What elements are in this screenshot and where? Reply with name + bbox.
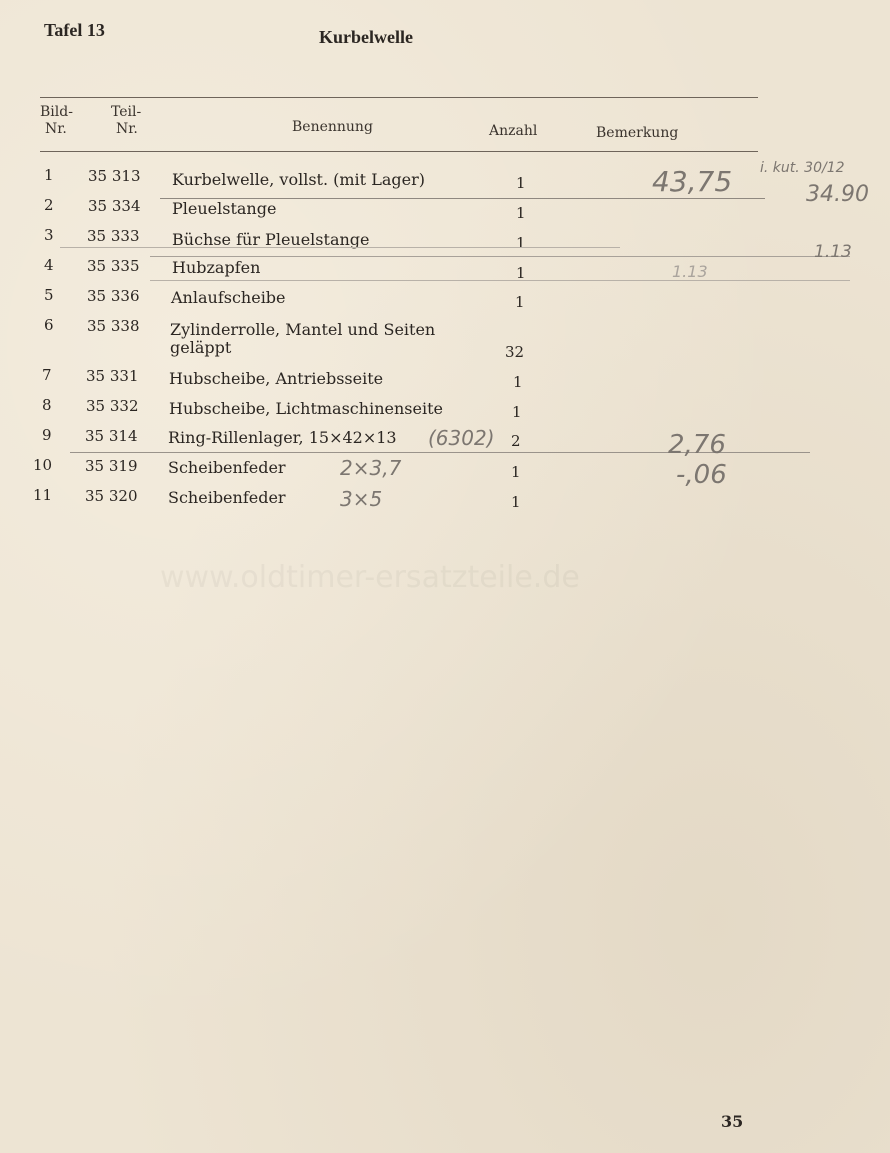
row-name: Pleuelstange [172,199,277,218]
page-number: 35 [721,1112,744,1131]
row-teil: 35 331 [86,367,139,385]
row-bild: 9 [42,426,52,444]
row-bild: 2 [44,196,54,214]
row-teil: 35 320 [85,487,138,505]
row-bild: 8 [42,396,52,414]
row-name-continued: geläppt [170,338,232,357]
pencil-rule [60,247,620,248]
page-title: Kurbelwelle [319,27,413,47]
row-qty: 1 [512,403,522,421]
row-name: Ring-Rillenlager, 15×42×13 [168,428,397,447]
handwritten-price: 2,76 [668,430,726,460]
row-qty: 2 [511,432,521,450]
column-header-bild-line1: Bild- [40,104,73,120]
row-name: Hubzapfen [172,258,261,277]
row-name: Hubscheibe, Antriebsseite [169,369,384,388]
header-bottom-rule [40,151,758,152]
column-header-bild-line2: Nr. [45,121,67,137]
row-teil: 35 332 [86,397,139,415]
handwritten-dimension: 3×5 [340,487,383,511]
pencil-rule [160,198,765,199]
row-name: Scheibenfeder [168,488,286,507]
row-qty: 1 [516,264,526,282]
plate-label: Tafel 13 [44,20,105,40]
row-bild: 11 [33,486,53,504]
row-qty: 1 [513,373,523,391]
row-teil: 35 336 [87,287,140,305]
header-top-rule [40,97,758,98]
row-name: Kurbelwelle, vollst. (mit Lager) [172,170,425,189]
row-teil: 35 313 [88,167,141,185]
column-header-name: Benennung [292,119,373,135]
row-name: Hubscheibe, Lichtmaschinenseite [169,399,443,418]
row-qty: 1 [516,204,526,222]
row-qty: 32 [505,343,525,361]
column-header-teil-line1: Teil- [111,104,142,120]
handwritten-note: i. kut. 30/12 [760,160,845,176]
pencil-rule [150,256,850,257]
row-teil: 35 335 [87,257,140,275]
row-bild: 10 [33,456,53,474]
row-name: Zylinderrolle, Mantel und Seiten [170,320,436,339]
column-header-remark: Bemerkung [596,125,679,141]
handwritten-price: 1.13 [814,242,852,262]
row-qty: 1 [516,174,526,192]
column-header-teil-line2: Nr. [116,121,138,137]
row-bild: 3 [44,226,54,244]
column-header-qty: Anzahl [489,123,538,139]
row-teil: 35 338 [87,317,140,335]
row-bild: 7 [42,366,52,384]
handwritten-price: 43,75 [652,165,733,198]
row-bild: 6 [44,316,54,334]
handwritten-price: 1.13 [672,262,708,281]
row-teil: 35 319 [85,457,138,475]
row-name: Anlaufscheibe [171,288,286,307]
row-bild: 1 [44,166,54,184]
handwritten-price: 34.90 [806,182,869,207]
handwritten-price: -,06 [676,460,727,490]
row-qty: 1 [515,293,525,311]
row-teil: 35 314 [85,427,138,445]
handwritten-dimension: 2×3,7 [340,456,402,480]
watermark: www.oldtimer-ersatzteile.de [160,560,580,595]
handwritten-bearing-code: (6302) [428,426,495,450]
row-name: Büchse für Pleuelstange [172,230,370,249]
row-qty: 1 [511,493,521,511]
row-qty: 1 [516,234,526,252]
row-name: Scheibenfeder [168,458,286,477]
row-teil: 35 334 [88,197,141,215]
row-bild: 4 [44,256,54,274]
row-teil: 35 333 [87,227,140,245]
row-qty: 1 [511,463,521,481]
row-bild: 5 [44,286,54,304]
pencil-rule [150,280,850,281]
